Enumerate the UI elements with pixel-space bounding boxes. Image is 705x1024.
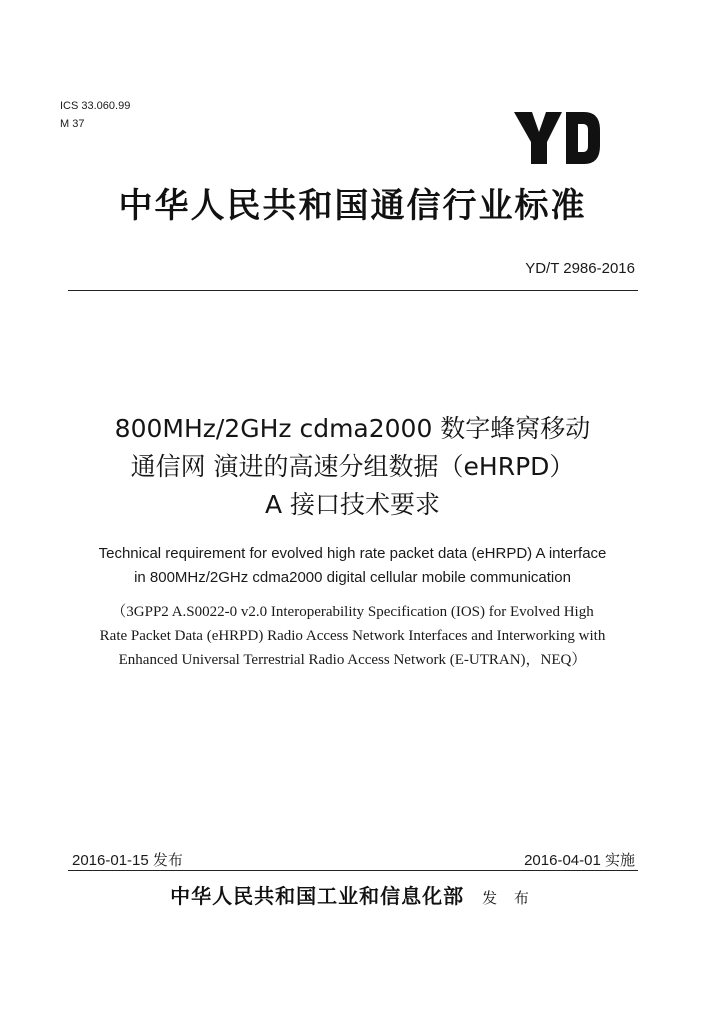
english-title-line: Technical requirement for evolved high rate packet data (eHRPD) A interface [98, 545, 607, 562]
chinese-title [0, 410, 705, 524]
chinese-title-line: A 接口技术要求 [264, 490, 441, 519]
issue-word: 发 布 [482, 889, 535, 907]
chinese-title-line: 通信网 演进的高速分组数据（eHRPD） [130, 452, 575, 481]
ccs-code: M 37 [60, 118, 85, 130]
ics-code: ICS 33.060.99 [60, 100, 131, 112]
equivalence-line: （3GPP2 A.S0022-0 v2.0 Interoperability Specification (IOS) for Evolved High [111, 604, 594, 620]
yd-logo [512, 108, 602, 168]
english-title [0, 542, 705, 590]
issuer [0, 880, 705, 909]
yd-logo-d [566, 112, 600, 164]
organization-title: 中华人民共和国通信行业标准 [118, 186, 587, 226]
english-title-line: in 800MHz/2GHz cdma2000 digital cellular mobile communication [134, 569, 571, 586]
equivalence-note [0, 600, 705, 672]
chinese-title-line: 800MHz/2GHz cdma2000 数字蜂窝移动 [114, 414, 591, 443]
standard-number: YD/T 2986-2016 [525, 260, 635, 277]
yd-logo-y [514, 112, 562, 164]
implement-date: 2016-04-01 实施 [524, 852, 635, 869]
equivalence-line: Rate Packet Data (eHRPD) Radio Access Network Interfaces and Interworking with [99, 628, 606, 644]
bottom-divider [68, 870, 638, 871]
top-divider [68, 290, 638, 291]
equivalence-line: Enhanced Universal Terrestrial Radio Access Network (E-UTRAN)，NEQ） [118, 652, 587, 668]
issuer-name: 中华人民共和国工业和信息化部 [170, 884, 465, 908]
publish-date: 2016-01-15 发布 [72, 852, 183, 869]
